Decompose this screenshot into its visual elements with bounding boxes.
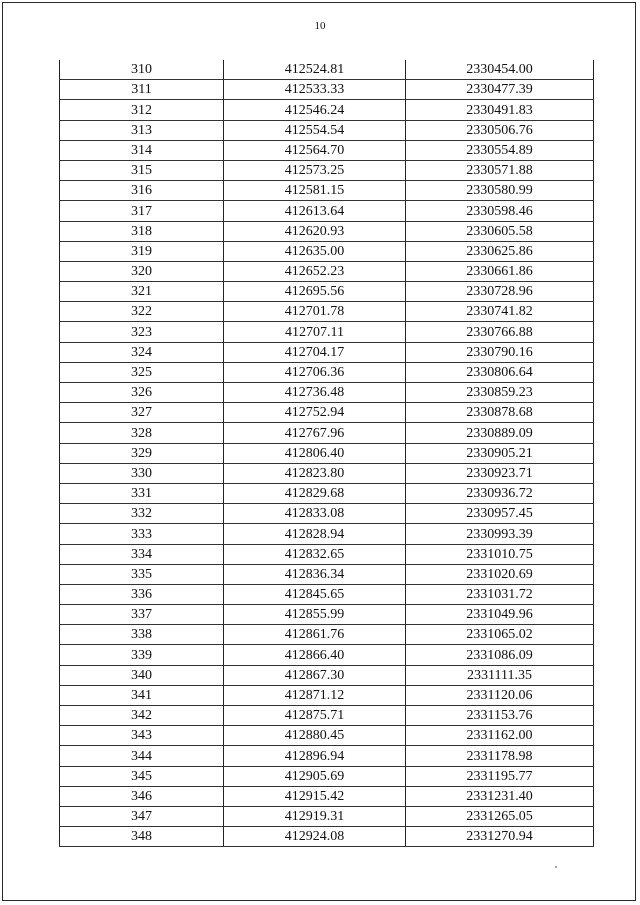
y-coordinate-cell: 2330790.16 — [406, 342, 594, 362]
point-number-cell: 320 — [60, 261, 224, 281]
table-row — [60, 362, 594, 382]
point-number-cell: 316 — [60, 181, 224, 201]
table-row — [60, 584, 594, 604]
table-row — [60, 423, 594, 443]
table-row — [60, 685, 594, 705]
y-coordinate-cell: 2330580.99 — [406, 181, 594, 201]
point-number-cell: 347 — [60, 806, 224, 826]
table-row — [60, 806, 594, 826]
y-coordinate-cell: 2331231.40 — [406, 786, 594, 806]
y-coordinate-cell: 2330491.83 — [406, 100, 594, 120]
point-number-cell: 339 — [60, 645, 224, 665]
coordinates-table-body — [60, 60, 594, 847]
y-coordinate-cell: 2330571.88 — [406, 160, 594, 180]
y-coordinate-cell: 2331020.69 — [406, 564, 594, 584]
point-number-cell: 345 — [60, 766, 224, 786]
y-coordinate-cell: 2331049.96 — [406, 605, 594, 625]
y-coordinate-cell: 2331111.35 — [406, 665, 594, 685]
x-coordinate-cell: 412706.36 — [224, 362, 406, 382]
table-row — [60, 221, 594, 241]
x-coordinate-cell: 412919.31 — [224, 806, 406, 826]
x-coordinate-cell: 412823.80 — [224, 463, 406, 483]
point-number-cell: 338 — [60, 625, 224, 645]
page-number: 10 — [314, 20, 326, 32]
point-number-cell: 343 — [60, 726, 224, 746]
x-coordinate-cell: 412554.54 — [224, 120, 406, 140]
x-coordinate-cell: 412752.94 — [224, 403, 406, 423]
table-row — [60, 605, 594, 625]
x-coordinate-cell: 412564.70 — [224, 140, 406, 160]
y-coordinate-cell: 2330454.00 — [406, 60, 594, 80]
table-row — [60, 504, 594, 524]
x-coordinate-cell: 412915.42 — [224, 786, 406, 806]
table-row — [60, 645, 594, 665]
y-coordinate-cell: 2331265.05 — [406, 806, 594, 826]
y-coordinate-cell: 2330878.68 — [406, 403, 594, 423]
y-coordinate-cell: 2330806.64 — [406, 362, 594, 382]
table-row — [60, 625, 594, 645]
point-number-cell: 342 — [60, 706, 224, 726]
y-coordinate-cell: 2330661.86 — [406, 261, 594, 281]
table-row — [60, 322, 594, 342]
y-coordinate-cell: 2330598.46 — [406, 201, 594, 221]
table-row — [60, 786, 594, 806]
x-coordinate-cell: 412613.64 — [224, 201, 406, 221]
y-coordinate-cell: 2330741.82 — [406, 302, 594, 322]
x-coordinate-cell: 412635.00 — [224, 241, 406, 261]
x-coordinate-cell: 412905.69 — [224, 766, 406, 786]
x-coordinate-cell: 412695.56 — [224, 282, 406, 302]
x-coordinate-cell: 412836.34 — [224, 564, 406, 584]
table-row — [60, 261, 594, 281]
point-number-cell: 324 — [60, 342, 224, 362]
table-row — [60, 544, 594, 564]
scan-speck — [555, 866, 557, 868]
y-coordinate-cell: 2330605.58 — [406, 221, 594, 241]
table-row — [60, 665, 594, 685]
x-coordinate-cell: 412828.94 — [224, 524, 406, 544]
y-coordinate-cell: 2331031.72 — [406, 584, 594, 604]
table-row — [60, 403, 594, 423]
table-row — [60, 342, 594, 362]
point-number-cell: 318 — [60, 221, 224, 241]
x-coordinate-cell: 412767.96 — [224, 423, 406, 443]
x-coordinate-cell: 412871.12 — [224, 685, 406, 705]
y-coordinate-cell: 2330506.76 — [406, 120, 594, 140]
table-row — [60, 706, 594, 726]
table-row — [60, 302, 594, 322]
table-row — [60, 120, 594, 140]
table-row — [60, 564, 594, 584]
y-coordinate-cell: 2330936.72 — [406, 483, 594, 503]
point-number-cell: 311 — [60, 80, 224, 100]
table-row — [60, 80, 594, 100]
x-coordinate-cell: 412620.93 — [224, 221, 406, 241]
x-coordinate-cell: 412880.45 — [224, 726, 406, 746]
x-coordinate-cell: 412832.65 — [224, 544, 406, 564]
table-row — [60, 746, 594, 766]
point-number-cell: 344 — [60, 746, 224, 766]
table-row — [60, 383, 594, 403]
y-coordinate-cell: 2330889.09 — [406, 423, 594, 443]
x-coordinate-cell: 412806.40 — [224, 443, 406, 463]
point-number-cell: 336 — [60, 584, 224, 604]
x-coordinate-cell: 412896.94 — [224, 746, 406, 766]
table-row — [60, 483, 594, 503]
y-coordinate-cell: 2331120.06 — [406, 685, 594, 705]
y-coordinate-cell: 2330554.89 — [406, 140, 594, 160]
point-number-cell: 315 — [60, 160, 224, 180]
table-row — [60, 241, 594, 261]
y-coordinate-cell: 2331153.76 — [406, 706, 594, 726]
table-row — [60, 282, 594, 302]
x-coordinate-cell: 412736.48 — [224, 383, 406, 403]
y-coordinate-cell: 2330728.96 — [406, 282, 594, 302]
point-number-cell: 329 — [60, 443, 224, 463]
table-row — [60, 60, 594, 80]
point-number-cell: 348 — [60, 827, 224, 847]
x-coordinate-cell: 412707.11 — [224, 322, 406, 342]
y-coordinate-cell: 2330477.39 — [406, 80, 594, 100]
point-number-cell: 341 — [60, 685, 224, 705]
table-row — [60, 726, 594, 746]
x-coordinate-cell: 412829.68 — [224, 483, 406, 503]
table-row — [60, 100, 594, 120]
point-number-cell: 317 — [60, 201, 224, 221]
point-number-cell: 334 — [60, 544, 224, 564]
point-number-cell: 319 — [60, 241, 224, 261]
point-number-cell: 313 — [60, 120, 224, 140]
point-number-cell: 314 — [60, 140, 224, 160]
x-coordinate-cell: 412867.30 — [224, 665, 406, 685]
point-number-cell: 337 — [60, 605, 224, 625]
x-coordinate-cell: 412524.81 — [224, 60, 406, 80]
x-coordinate-cell: 412704.17 — [224, 342, 406, 362]
point-number-cell: 325 — [60, 362, 224, 382]
point-number-cell: 326 — [60, 383, 224, 403]
table-row — [60, 140, 594, 160]
point-number-cell: 335 — [60, 564, 224, 584]
x-coordinate-cell: 412701.78 — [224, 302, 406, 322]
y-coordinate-cell: 2331178.98 — [406, 746, 594, 766]
x-coordinate-cell: 412861.76 — [224, 625, 406, 645]
x-coordinate-cell: 412855.99 — [224, 605, 406, 625]
y-coordinate-cell: 2330625.86 — [406, 241, 594, 261]
table-row — [60, 181, 594, 201]
y-coordinate-cell: 2331010.75 — [406, 544, 594, 564]
y-coordinate-cell: 2330923.71 — [406, 463, 594, 483]
x-coordinate-cell: 412573.25 — [224, 160, 406, 180]
y-coordinate-cell: 2331065.02 — [406, 625, 594, 645]
y-coordinate-cell: 2331162.00 — [406, 726, 594, 746]
x-coordinate-cell: 412875.71 — [224, 706, 406, 726]
point-number-cell: 328 — [60, 423, 224, 443]
x-coordinate-cell: 412833.08 — [224, 504, 406, 524]
point-number-cell: 323 — [60, 322, 224, 342]
point-number-cell: 312 — [60, 100, 224, 120]
table-row — [60, 160, 594, 180]
point-number-cell: 327 — [60, 403, 224, 423]
coordinates-table — [59, 60, 594, 847]
y-coordinate-cell: 2331086.09 — [406, 645, 594, 665]
y-coordinate-cell: 2330859.23 — [406, 383, 594, 403]
point-number-cell: 333 — [60, 524, 224, 544]
point-number-cell: 330 — [60, 463, 224, 483]
x-coordinate-cell: 412866.40 — [224, 645, 406, 665]
point-number-cell: 310 — [60, 60, 224, 80]
table-row — [60, 201, 594, 221]
y-coordinate-cell: 2330957.45 — [406, 504, 594, 524]
point-number-cell: 322 — [60, 302, 224, 322]
x-coordinate-cell: 412924.08 — [224, 827, 406, 847]
y-coordinate-cell: 2330766.88 — [406, 322, 594, 342]
y-coordinate-cell: 2330993.39 — [406, 524, 594, 544]
x-coordinate-cell: 412546.24 — [224, 100, 406, 120]
y-coordinate-cell: 2330905.21 — [406, 443, 594, 463]
x-coordinate-cell: 412533.33 — [224, 80, 406, 100]
table-row — [60, 766, 594, 786]
point-number-cell: 321 — [60, 282, 224, 302]
x-coordinate-cell: 412581.15 — [224, 181, 406, 201]
point-number-cell: 346 — [60, 786, 224, 806]
point-number-cell: 331 — [60, 483, 224, 503]
y-coordinate-cell: 2331195.77 — [406, 766, 594, 786]
point-number-cell: 332 — [60, 504, 224, 524]
table-row — [60, 827, 594, 847]
y-coordinate-cell: 2331270.94 — [406, 827, 594, 847]
x-coordinate-cell: 412845.65 — [224, 584, 406, 604]
table-row — [60, 443, 594, 463]
table-row — [60, 524, 594, 544]
point-number-cell: 340 — [60, 665, 224, 685]
x-coordinate-cell: 412652.23 — [224, 261, 406, 281]
table-row — [60, 463, 594, 483]
